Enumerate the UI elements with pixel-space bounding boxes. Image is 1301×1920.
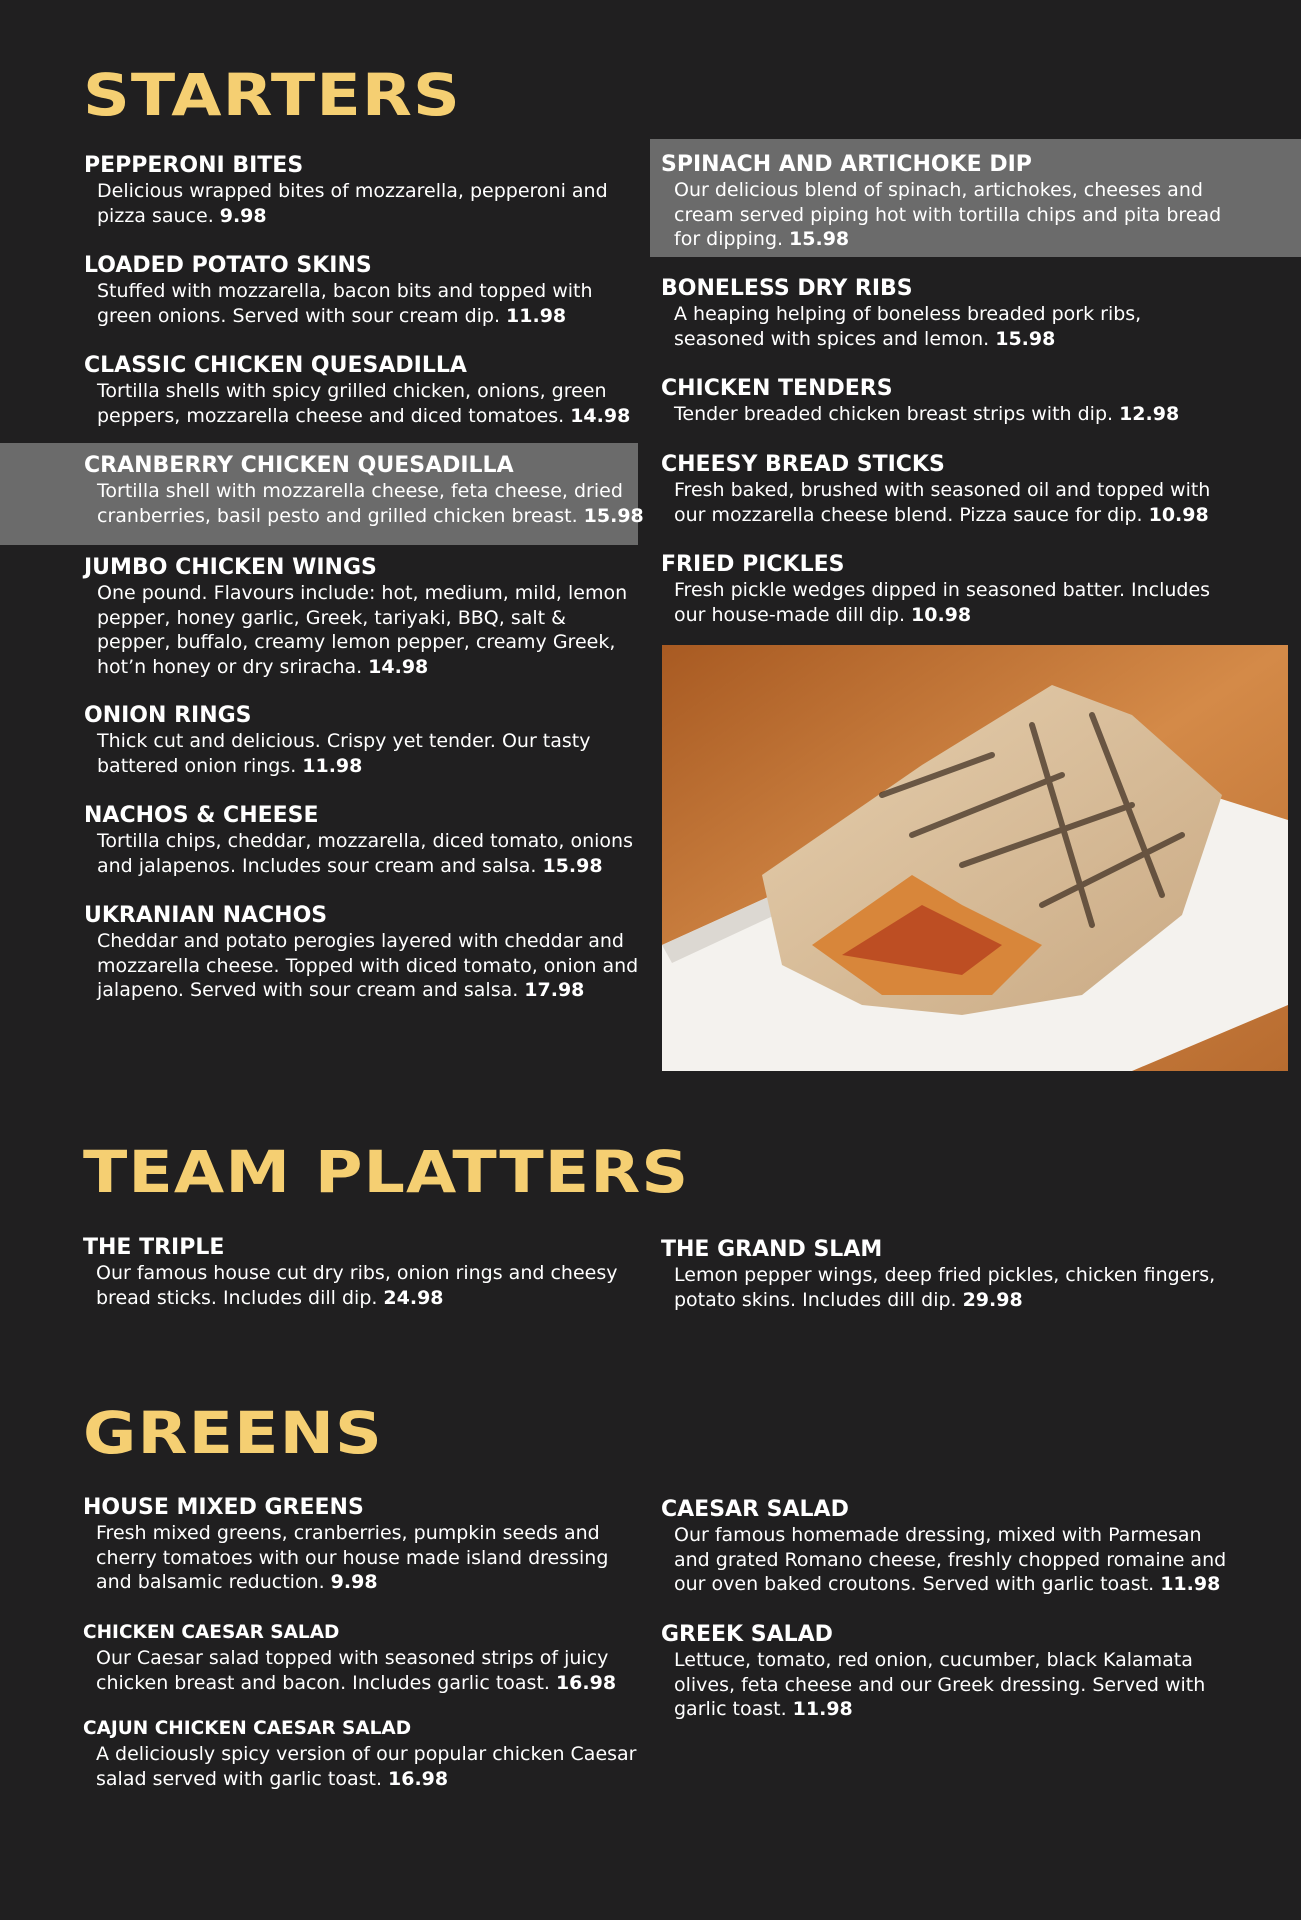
item-desc: Lettuce, tomato, red onion, cucumber, black Kalamata olives, feta cheese and our Greek dressing. Served with garlic toast. <box>674 1649 1206 1720</box>
starters-title: STARTERS <box>83 61 461 129</box>
item-name: THE GRAND SLAM <box>661 1237 883 1262</box>
item-price: 24.98 <box>383 1286 444 1309</box>
item-desc: Our Caesar salad topped with seasoned strips of juicy chicken breast and bacon. Includes garlic toast. <box>96 1647 609 1694</box>
item-price: 10.98 <box>911 603 972 626</box>
item-name: CLASSIC CHICKEN QUESADILLA <box>84 353 467 378</box>
menu-item <box>83 1716 643 1791</box>
item-desc: Stuffed with mozzarella, bacon bits and topped with green onions. Served with sour cream dip. <box>97 280 593 327</box>
item-name: CHEESY BREAD STICKS <box>661 452 945 477</box>
menu-item <box>84 253 644 328</box>
item-price: 16.98 <box>555 1671 617 1694</box>
item-desc: Tender breaded chicken breast strips with dip. <box>674 403 1114 425</box>
item-name: ONION RINGS <box>84 703 252 728</box>
item-price: 10.98 <box>1148 503 1209 526</box>
item-price: 12.98 <box>1119 403 1180 425</box>
quesadilla-photo <box>662 645 1288 1071</box>
menu-item <box>83 1620 643 1695</box>
menu-item <box>84 353 644 428</box>
item-price: 14.98 <box>368 655 429 678</box>
item-price: 15.98 <box>583 504 644 527</box>
item-price: 11.98 <box>302 754 363 777</box>
item-desc: Our delicious blend of spinach, artichokes, cheeses and cream served piping hot with tortilla chips and pita bread for dipping. <box>674 179 1222 250</box>
item-desc: Tortilla chips, cheddar, mozzarella, diced tomato, onions and jalapenos. Includes sour cream and salsa. <box>97 830 633 877</box>
menu-item <box>661 1237 1231 1312</box>
menu-item <box>84 153 644 228</box>
item-desc: Cheddar and potato perogies layered with cheddar and mozzarella cheese. Topped with diced tomato, onion and jalapeno. Served with sour cream and salsa. <box>97 930 639 1001</box>
item-desc: Fresh baked, brushed with seasoned oil and topped with our mozzarella cheese blend. Pizza sauce for dip. <box>674 479 1211 526</box>
item-desc: Delicious wrapped bites of mozzarella, pepperoni and pizza sauce. <box>97 180 608 227</box>
item-desc: Fresh mixed greens, cranberries, pumpkin seeds and cherry tomatoes with our house made island dressing and balsamic reduction. <box>96 1522 609 1593</box>
item-price: 11.98 <box>792 1698 853 1720</box>
menu-item <box>661 552 1231 627</box>
item-price: 15.98 <box>995 327 1056 350</box>
menu-item <box>661 452 1231 527</box>
item-price: 29.98 <box>962 1288 1023 1311</box>
item-price: 14.98 <box>570 404 631 427</box>
item-name: CRANBERRY CHICKEN QUESADILLA <box>84 453 514 478</box>
item-name: CHICKEN CAESAR SALAD <box>83 1622 340 1643</box>
item-price: 15.98 <box>789 228 850 250</box>
item-name: CHICKEN TENDERS <box>661 376 893 401</box>
item-name: GREEK SALAD <box>661 1622 833 1647</box>
menu-item <box>84 803 644 878</box>
menu-item <box>661 376 1231 427</box>
menu-item <box>83 1235 643 1310</box>
menu-item <box>84 555 644 679</box>
item-name: UKRANIAN NACHOS <box>84 903 328 928</box>
greens-title: GREENS <box>83 1399 383 1467</box>
item-name: CAESAR SALAD <box>661 1497 849 1522</box>
item-desc: Lemon pepper wings, deep fried pickles, chicken fingers, potato skins. Includes dill dip. <box>674 1264 1216 1311</box>
item-name: PEPPERONI BITES <box>84 153 304 178</box>
item-name: JUMBO CHICKEN WINGS <box>84 555 377 580</box>
item-price: 17.98 <box>524 979 585 1001</box>
item-price: 15.98 <box>542 854 603 877</box>
menu-item <box>84 703 644 778</box>
menu-item <box>84 903 644 1003</box>
item-desc: Our famous house cut dry ribs, onion rings and cheesy bread sticks. Includes dill dip. <box>96 1262 618 1309</box>
item-desc: Fresh pickle wedges dipped in seasoned batter. Includes our house-made dill dip. <box>674 579 1211 626</box>
item-price: 9.98 <box>330 1571 378 1593</box>
menu-item <box>84 453 644 528</box>
platters-title: TEAM PLATTERS <box>83 1138 690 1206</box>
item-desc: A deliciously spicy version of our popular chicken Caesar salad served with garlic toast. <box>96 1743 637 1790</box>
menu-item <box>661 152 1231 252</box>
item-price: 11.98 <box>1160 1573 1221 1595</box>
item-name: HOUSE MIXED GREENS <box>83 1495 364 1520</box>
item-name: FRIED PICKLES <box>661 552 845 577</box>
item-desc: Tortilla shells with spicy grilled chicken, onions, green peppers, mozzarella cheese and diced tomatoes. <box>97 380 607 427</box>
item-name: SPINACH AND ARTICHOKE DIP <box>661 152 1032 177</box>
item-name: CAJUN CHICKEN CAESAR SALAD <box>83 1718 412 1739</box>
item-name: THE TRIPLE <box>83 1235 225 1260</box>
item-desc: Thick cut and delicious. Crispy yet tender. Our tasty battered onion rings. <box>97 730 591 777</box>
menu-item <box>83 1495 643 1595</box>
item-price: 16.98 <box>388 1767 449 1790</box>
item-desc: Tortilla shell with mozzarella cheese, feta cheese, dried cranberries, basil pesto and grilled chicken breast. <box>97 480 623 527</box>
item-desc: Our famous homemade dressing, mixed with Parmesan and grated Romano cheese, freshly chopped romaine and our oven baked croutons. Served with garlic toast. <box>674 1524 1227 1595</box>
quesadilla-photo-illustration <box>662 645 1288 1071</box>
item-name: NACHOS & CHEESE <box>84 803 319 828</box>
menu-item <box>661 1497 1231 1597</box>
menu-item <box>661 1622 1231 1722</box>
item-price: 11.98 <box>506 304 567 327</box>
menu-item <box>661 276 1231 351</box>
item-name: BONELESS DRY RIBS <box>661 276 913 301</box>
item-desc: A heaping helping of boneless breaded pork ribs, seasoned with spices and lemon. <box>674 303 1142 350</box>
item-price: 9.98 <box>219 204 267 227</box>
item-name: LOADED POTATO SKINS <box>84 253 372 278</box>
item-desc: One pound. Flavours include: hot, medium, mild, lemon pepper, honey garlic, Greek, tariyaki, BBQ, salt & pepper, buffalo, creamy lemon pepper, creamy Greek, hot’n honey or dry sriracha. <box>97 582 628 678</box>
